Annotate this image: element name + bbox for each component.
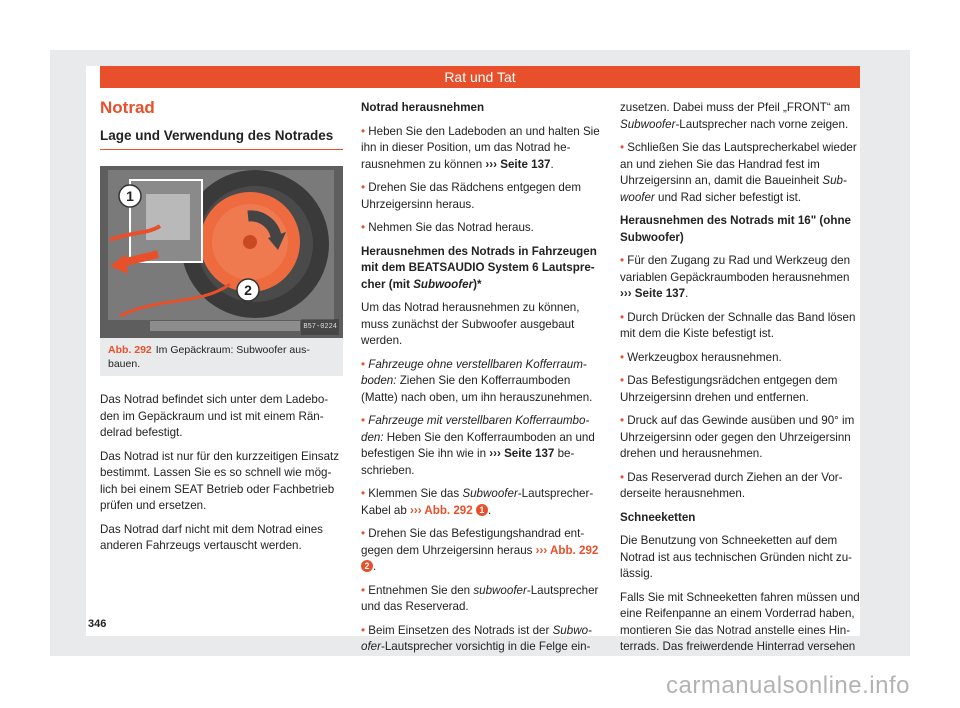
paragraph: Das Notrad befindet sich unter dem Ladeboden im Gepäckraum und ist mit einem Rändelrad befestigt. <box>100 393 329 439</box>
callout-marker-2: 2 <box>361 560 373 572</box>
punctuation: . <box>685 287 689 300</box>
italic-term: Subwoofer <box>620 117 676 131</box>
list-item-text: -Lautsprecher vorsichtig in die Felge ein- <box>380 640 591 653</box>
figure-subwoofer-spare-wheel <box>100 166 343 338</box>
heading-16-inch: Herausnehmen des Notrads mit 16" (ohne Subwoofer) <box>620 214 851 244</box>
italic-term: Subwoofer <box>462 487 518 500</box>
heading-text: )* <box>473 277 482 291</box>
list-item: • Durch Drücken der Schnalle das Band lösen mit dem die Kiste befestigt ist. <box>620 310 863 343</box>
paragraph: Falls Sie mit Schneeketten fahren müssen und eine Reifenpanne an einem Vorderrad haben, montieren Sie das Notrad anstelle eines Hinterrads. Das freiwerdende Hinterrad versehen <box>620 590 860 653</box>
page-reference-link[interactable]: ››› Seite 137 <box>485 157 551 171</box>
list-item: • Drehen Sie das Rädchens entgegen dem Uhrzeigersinn heraus. <box>361 180 604 213</box>
list-item: • Das Reserverad durch Ziehen an der Vorderseite herausnehmen. <box>620 470 863 503</box>
list-item <box>361 623 604 656</box>
italic-label: Fahrzeuge mit verstellbaren Kofferraumboden: <box>361 414 590 444</box>
page-number: 346 <box>88 618 107 630</box>
punctuation: . <box>487 503 492 517</box>
figure-caption <box>100 338 343 376</box>
column-3 <box>620 100 863 663</box>
caption-text: Im Gepäckraum: Subwoofer ausbauen. <box>108 344 310 370</box>
caption-label: Abb. 292 <box>108 344 152 356</box>
callout-2: 2 <box>244 282 252 298</box>
list-item <box>620 253 863 303</box>
callout-marker-1: 1 <box>476 504 488 516</box>
list-item: • Das Befestigungsrädchen entgegen dem Uhrzeigersinn drehen und entfernen. <box>620 373 863 406</box>
list-item-text: Beim Einsetzen des Notrads ist der <box>368 623 553 637</box>
callout-1: 1 <box>126 188 134 204</box>
list-item-text: beschrieben. <box>361 447 575 477</box>
column-2 <box>361 100 604 663</box>
list-item <box>361 413 604 479</box>
list-item-text: Schließen Sie das Lautsprecherkabel wieder an und ziehen Sie das Handrad fest im Uhrzeigersinn an, damit die Baueinheit <box>620 141 857 187</box>
heading-schneeketten: Schneeketten <box>620 510 696 524</box>
list-item-text: Drehen Sie das Befestigungshandrad entgegen dem Uhrzeigersinn heraus <box>361 527 585 557</box>
figure-reference-link[interactable]: ››› Abb. 292 <box>535 543 599 557</box>
paragraph: Um das Notrad herausnehmen zu können, muss zunächst der Subwoofer ausgebaut werden. <box>361 301 580 347</box>
list-item <box>361 526 604 576</box>
list-item <box>361 486 604 519</box>
watermark: carmanualsonline.info <box>666 672 910 699</box>
list-item-text: -Lautsprecher-Kabel ab <box>361 487 594 517</box>
page-reference-link[interactable]: ››› Seite 137 <box>489 447 555 460</box>
list-item-text: Ziehen Sie den Kofferraumboden (Matte) nach oben, um ihn herauszunehmen. <box>361 374 593 404</box>
chapter-title: Rat und Tat <box>444 69 516 85</box>
list-item <box>620 140 863 206</box>
section-title: Notrad <box>100 98 155 117</box>
paragraph: Das Notrad ist nur für den kurzzeitigen Einsatz bestimmt. Lassen Sie es so schnell wie möglich bei einem SEAT Betrieb oder Fachbetrieb prüfen und ersetzen. <box>100 449 340 512</box>
chapter-header <box>100 66 860 88</box>
list-item <box>361 583 604 616</box>
paragraph: Die Benutzung von Schneeketten auf dem Notrad ist aus technischen Gründen nicht zulässig. <box>620 534 853 580</box>
paragraph-text: zusetzen. Dabei muss der Pfeil „FRONT“ am <box>620 101 851 114</box>
italic-term: Subwoofer <box>361 623 592 653</box>
list-item-text: Entnehmen Sie den <box>368 583 474 597</box>
list-item-text: Heben Sie den Ladeboden an und halten Sie ihn in dieser Position, um das Notrad herausnehmen zu können <box>361 124 600 171</box>
paragraph <box>620 100 863 133</box>
list-item: • Nehmen Sie das Notrad heraus. <box>361 220 604 237</box>
list-item: • Druck auf das Gewinde ausüben und 90° im Uhrzeigersinn oder gegen den Uhrzeigersinn drehen und herausnehmen. <box>620 413 863 463</box>
italic-term: Subwoofer <box>620 174 847 204</box>
figure-reference-link[interactable]: ››› Abb. 292 <box>410 503 473 517</box>
figure-illustration <box>100 166 343 338</box>
punctuation: . <box>373 560 377 573</box>
list-item-text: Für den Zugang zu Rad und Werkzeug den variablen Gepäckraumboden herausnehmen <box>620 254 851 284</box>
subsection-title: Lage und Verwendung des Notrades <box>100 128 343 151</box>
heading-text: Herausnehmen des Notrads in Fahrzeugen mit dem BEATSAUDIO System 6 Lautsprecher (mit <box>361 244 597 291</box>
list-item-text: -Lautsprecher und das Reserverad. <box>361 583 599 613</box>
heading-italic: Subwoofer <box>413 277 474 291</box>
figure-code: B57-0224 <box>301 319 339 336</box>
column-1 <box>100 100 343 562</box>
list-item-text: Heben Sie den Kofferraumboden an und befestigen Sie ihn wie in <box>361 430 595 460</box>
page-reference-link[interactable]: ››› Seite 137 <box>620 287 686 300</box>
list-item: • Werkzeugbox herausnehmen. <box>620 350 863 367</box>
list-item-text: und Rad sicher befestigt ist. <box>654 190 802 204</box>
paragraph: Das Notrad darf nicht mit dem Notrad eines anderen Fahrzeugs vertauscht werden. <box>100 522 323 552</box>
punctuation: . <box>550 157 554 171</box>
italic-label: Fahrzeuge ohne verstellbaren Kofferraumboden: <box>361 357 587 387</box>
list-item <box>361 357 604 407</box>
list-item <box>361 124 604 174</box>
italic-term: subwoofer <box>473 583 527 597</box>
heading-beatsaudio <box>361 244 604 294</box>
paragraph-text: -Lautsprecher nach vorne zeigen. <box>675 117 849 131</box>
heading-notrad-herausnehmen: Notrad herausnehmen <box>361 101 485 114</box>
list-item-text: Klemmen Sie das <box>368 487 463 500</box>
